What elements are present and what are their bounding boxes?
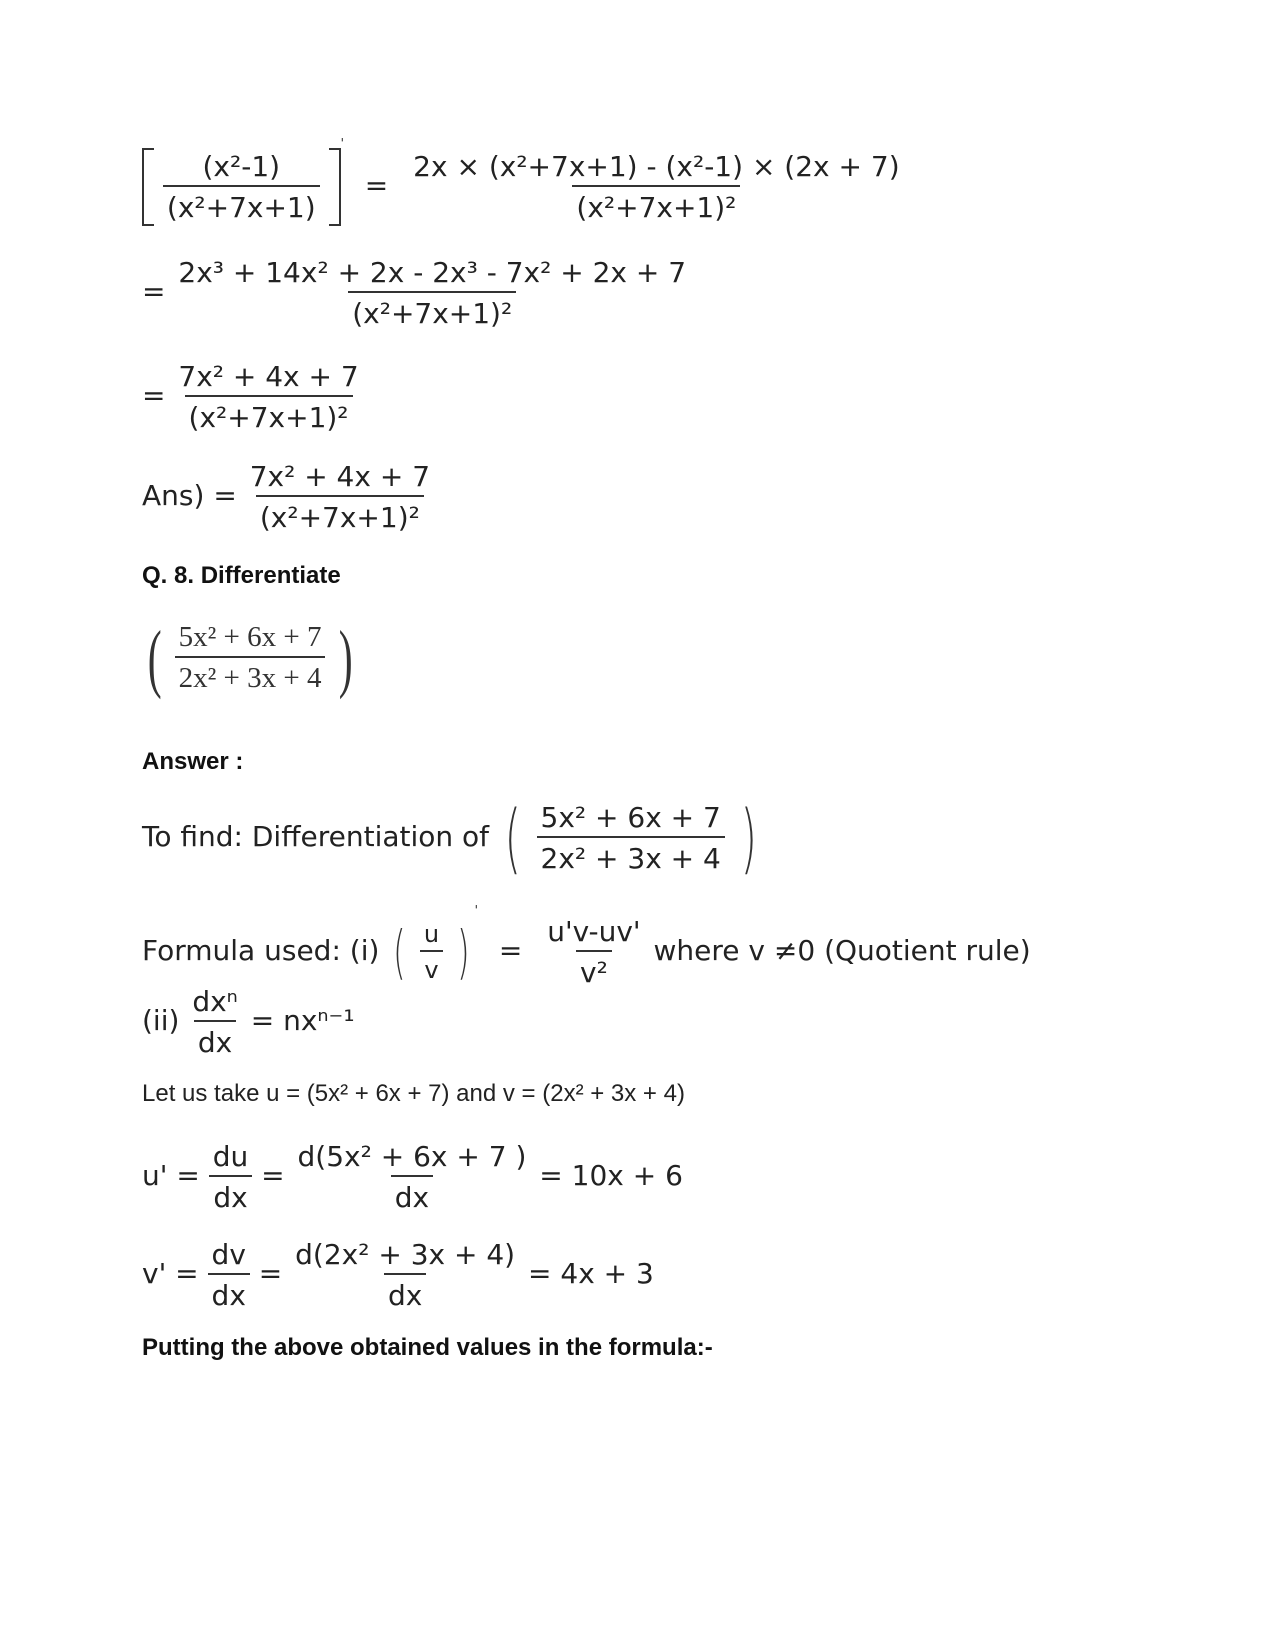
v-symbol: v: [420, 950, 442, 984]
u-prime-lhs: u' =: [142, 1159, 200, 1192]
right-paren: ): [740, 793, 757, 882]
du-denominator: dx: [209, 1175, 251, 1214]
formula-label: Formula used: (i): [142, 934, 380, 967]
question-heading: Q. 8. Differentiate: [142, 562, 341, 589]
power-rule-fraction: [188, 985, 242, 1059]
question-fraction: [175, 621, 326, 695]
formula-ii-label: (ii): [142, 1004, 180, 1037]
right-paren: ): [338, 616, 353, 700]
d-u-expr-numerator: d(5x² + 6x + 7 ): [297, 1140, 527, 1173]
d-v-expr-denominator: dx: [384, 1273, 426, 1312]
dv-numerator: dv: [211, 1238, 246, 1271]
eq2-fraction: [174, 256, 690, 330]
u-symbol: u: [423, 920, 440, 948]
putting-values-text: Putting the above obtained values in the formula:-: [142, 1334, 713, 1361]
eq3-denominator: (x²+7x+1)²: [185, 395, 353, 434]
quotient-rule-fraction: [543, 915, 644, 989]
power-rule-numerator: dxⁿ: [192, 985, 238, 1018]
v-prime-lhs: v' =: [142, 1257, 199, 1290]
dv-denominator: dx: [208, 1273, 250, 1312]
left-paren: (: [147, 616, 162, 700]
question-expression: [142, 616, 358, 700]
eq1-rhs-denominator: (x²+7x+1)²: [572, 185, 740, 224]
quotient-rule-numerator: u'v-uv': [547, 915, 641, 948]
d-u-expr-denominator: dx: [391, 1175, 433, 1214]
v-prime-equation: v' = $\frac{dv}{dx}$ = $\frac{\text{d(2x² + 3x + 4)}}{dx}$ = 4x + 3: [142, 1238, 654, 1312]
formula-line-ii: [142, 985, 355, 1059]
answer-heading: Answer :: [142, 748, 244, 775]
ans-denominator: (x²+7x+1)²: [256, 495, 424, 534]
right-bracket: [329, 148, 341, 226]
to-find-fraction: [537, 801, 725, 875]
quotient-rule-denominator: v²: [576, 950, 612, 989]
eq3-fraction: [174, 360, 362, 434]
ans-fraction: [246, 460, 434, 534]
eq1-lhs-fraction: [163, 150, 320, 224]
to-find-numerator: 5x² + 6x + 7: [540, 801, 721, 834]
eq2-numerator: 2x³ + 14x² + 2x - 2x³ - 7x² + 2x + 7: [178, 256, 687, 289]
eq1-lhs-numerator: (x²-1): [202, 150, 281, 183]
left-bracket: [142, 148, 154, 226]
eq2-denominator: (x²+7x+1)²: [348, 291, 516, 330]
du-dx-fraction: [209, 1140, 253, 1214]
formula-note: where v ≠0 (Quotient rule): [653, 934, 1031, 967]
u-prime-equation: u' = $\frac{du}{dx}$ = $\frac{\text{d(5x² + 6x + 7 )}}{dx}$ = 10x + 6: [142, 1140, 683, 1214]
du-numerator: du: [212, 1140, 249, 1173]
d-v-expr-fraction: [291, 1238, 519, 1312]
dv-dx-fraction: [208, 1238, 250, 1312]
eq1-rhs-numerator: 2x × (x²+7x+1) - (x²-1) × (2x + 7): [413, 150, 900, 183]
ans-label: Ans) =: [142, 479, 237, 512]
equation-2: = $\frac{\text{2x³ + 14x² + 2x - 2x³ - 7x² + 2x + 7}}{\text{(x²+7x+1)²}}$: [142, 256, 690, 330]
left-paren: (: [504, 793, 521, 882]
equation-1: $\frac{\text{(x²-1)}}{\text{(x²+7x+1)}}$ ' = $\frac{\text{2x × (x²+7x+1) - (x²-1) × (2x + 7)}}{\text{(x²+7x+1)²}}$: [142, 148, 904, 226]
eq1-rhs-fraction: [409, 150, 903, 224]
right-paren: ): [457, 918, 470, 986]
u-over-v: [420, 920, 443, 984]
to-find-line: [142, 793, 763, 882]
equation-3: = $\frac{\text{7x² + 4x + 7}}{\text{(x²+7x+1)²}}$: [142, 360, 363, 434]
power-rule-denominator: dx: [194, 1020, 236, 1059]
left-paren: (: [393, 918, 406, 986]
d-u-expr-fraction: [294, 1140, 531, 1214]
d-v-expr-numerator: d(2x² + 3x + 4): [295, 1238, 516, 1271]
answer-equation: [142, 460, 434, 534]
to-find-denominator: 2x² + 3x + 4: [537, 836, 725, 875]
eq1-lhs-denominator: (x²+7x+1): [163, 185, 320, 224]
u-prime-result: = 10x + 6: [539, 1159, 683, 1192]
formula-line-i: Formula used: (i) ( $\frac{u}{v}$ )' = $\frac{u'v-uv'}{\text{v²}}$ where v ≠0 (Quotient rule): [142, 903, 1031, 989]
eq3-numerator: 7x² + 4x + 7: [178, 360, 359, 393]
power-rule-rhs: = nxⁿ⁻¹: [250, 1004, 355, 1037]
v-prime-result: = 4x + 3: [528, 1257, 654, 1290]
question-numerator: 5x² + 6x + 7: [178, 621, 322, 653]
to-find-text: To find: Differentiation of: [142, 820, 490, 853]
let-us-take-text: Let us take u = (5x² + 6x + 7) and v = (2x² + 3x + 4): [142, 1080, 685, 1107]
question-denominator: 2x² + 3x + 4: [175, 656, 326, 695]
ans-numerator: 7x² + 4x + 7: [249, 460, 431, 493]
